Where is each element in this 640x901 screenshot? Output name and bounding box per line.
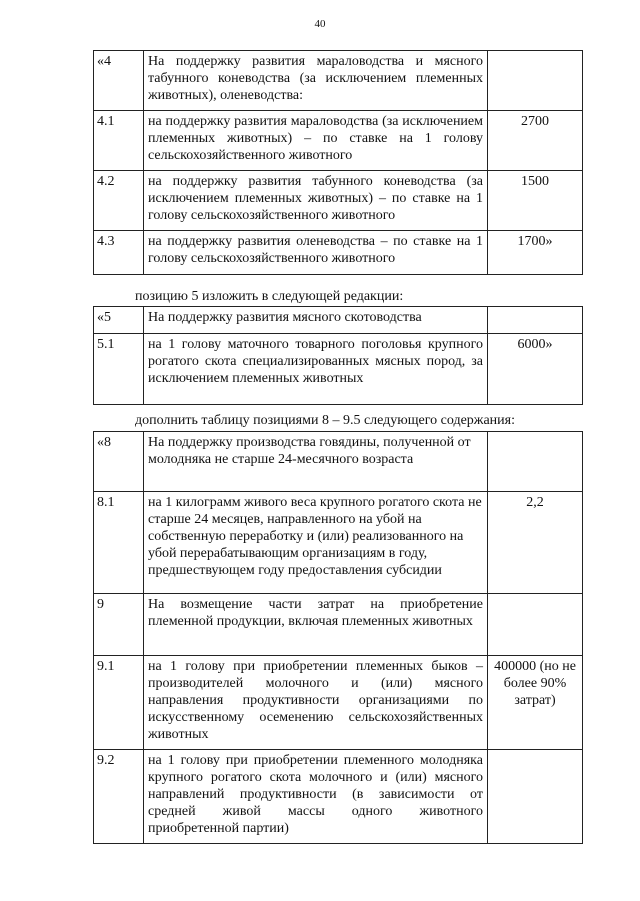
row-number: «4 xyxy=(94,51,144,111)
table-row xyxy=(94,51,583,111)
table-row xyxy=(94,231,583,275)
row-text: на 1 голову маточного товарного поголовья крупного рогатого скота специализированных мясных пород, за исключением племенных животных xyxy=(144,334,488,405)
row-value xyxy=(488,594,583,656)
row-number: «8 xyxy=(94,432,144,492)
row-number: 4.2 xyxy=(94,171,144,231)
table-row xyxy=(94,171,583,231)
caption-positions-8-9: дополнить таблицу позициями 8 – 9.5 следующего содержания: xyxy=(135,413,515,428)
row-text: На возмещение части затрат на приобретение племенной продукции, включая племенных животных xyxy=(144,594,488,656)
row-value: 2,2 xyxy=(488,492,583,594)
row-value: 400000 (но не более 90% затрат) xyxy=(488,656,583,750)
row-value xyxy=(488,307,583,334)
row-text: На поддержку развития мясного скотоводства xyxy=(144,307,488,334)
table-row xyxy=(94,111,583,171)
row-text: На поддержку производства говядины, полученной от молодняка не старше 24-месячного возраста xyxy=(144,432,488,492)
caption-position-5: позицию 5 изложить в следующей редакции: xyxy=(135,289,404,304)
row-number: 4.3 xyxy=(94,231,144,275)
row-text: на 1 килограмм живого веса крупного рогатого скота не старше 24 месяцев, направленного на убой на собственную переработку и (или) реализованного на убой перерабатывающим организациям в году, предшествующем году предоставления субсидии xyxy=(144,492,488,594)
row-value xyxy=(488,51,583,111)
row-value: 1700» xyxy=(488,231,583,275)
row-value: 2700 xyxy=(488,111,583,171)
row-number: 8.1 xyxy=(94,492,144,594)
row-number: 9.2 xyxy=(94,750,144,844)
row-number: 4.1 xyxy=(94,111,144,171)
row-value xyxy=(488,750,583,844)
table-row xyxy=(94,492,583,594)
row-text: на поддержку развития мараловодства (за исключением племенных животных) – по ставке на 1 голову сельскохозяйственного животного xyxy=(144,111,488,171)
table-row xyxy=(94,656,583,750)
row-text: на 1 голову при приобретении племенных быков –производителей молочного и (или) мясного направления продуктивности организациями по искусственному осеменению сельскохозяйственных животных xyxy=(144,656,488,750)
page-number: 40 xyxy=(314,18,326,30)
row-value: 1500 xyxy=(488,171,583,231)
row-number: 5.1 xyxy=(94,334,144,405)
row-number: 9.1 xyxy=(94,656,144,750)
row-number: 9 xyxy=(94,594,144,656)
table-row xyxy=(94,334,583,405)
table-row xyxy=(94,594,583,656)
row-text: на 1 голову при приобретении племенного молодняка крупного рогатого скота молочного и (или) мясного направлений продуктивности (в зависимости от средней живой массы одного животного приобретенной партии) xyxy=(144,750,488,844)
table-positions-5 xyxy=(93,306,583,405)
table-row xyxy=(94,432,583,492)
row-text: на поддержку развития оленеводства – по ставке на 1 голову сельскохозяйственного животного xyxy=(144,231,488,275)
row-value: 6000» xyxy=(488,334,583,405)
row-number: «5 xyxy=(94,307,144,334)
table-row xyxy=(94,307,583,334)
row-text: на поддержку развития табунного коневодства (за исключением племенных животных) – по ставке на 1 голову сельскохозяйственного животного xyxy=(144,171,488,231)
row-text: На поддержку развития мараловодства и мясного табунного коневодства (за исключением племенных животных), оленеводства: xyxy=(144,51,488,111)
table-row xyxy=(94,750,583,844)
table-positions-8-9 xyxy=(93,431,583,844)
table-positions-4 xyxy=(93,50,583,275)
row-value xyxy=(488,432,583,492)
